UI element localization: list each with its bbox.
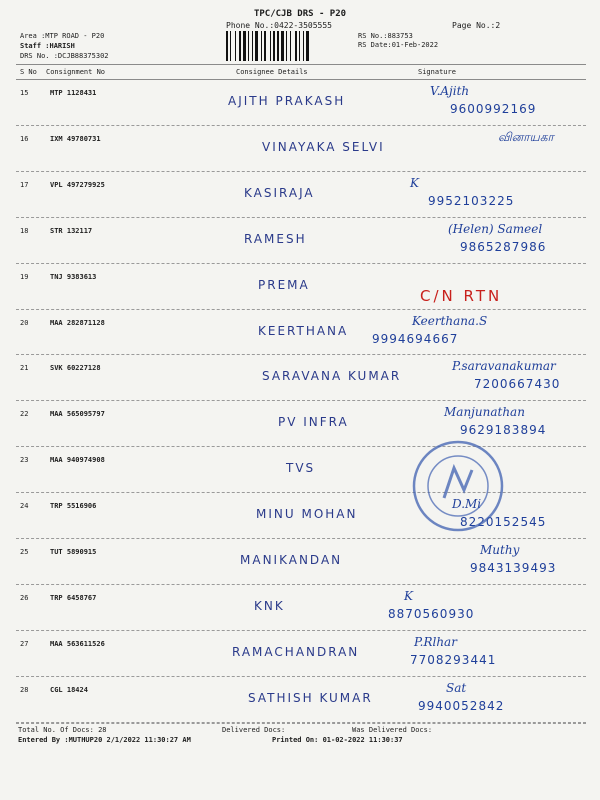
total-docs: Total No. Of Docs: 28	[18, 726, 107, 734]
row-divider	[16, 125, 586, 126]
row-phone: 9843139493	[470, 561, 557, 575]
row-consignment: STR 132117	[50, 226, 93, 235]
row-sno: 16	[20, 134, 29, 143]
row-sno: 24	[20, 502, 29, 511]
row-sno: 15	[20, 89, 29, 97]
row-consignment: MAA 282871128	[50, 318, 105, 327]
row-signature: K	[410, 175, 419, 190]
row-consignment: SVK 60227128	[50, 364, 101, 373]
col-consignee: Consignee Details	[236, 68, 308, 76]
page-title: TPC/CJB DRS - P20	[253, 9, 347, 19]
row-signature: P.saravanakumar	[452, 359, 556, 374]
row-consignment: TNJ 9383613	[50, 272, 97, 281]
drs-number: DRS No. :DCJB88375302	[20, 52, 109, 60]
row-phone: 8870560930	[388, 606, 475, 621]
company-stamp-icon	[410, 438, 506, 534]
row-phone: 9629183894	[460, 423, 547, 438]
row-sno: 20	[20, 318, 29, 327]
row-signature: Manjunathan	[444, 405, 525, 420]
row-sno: 18	[20, 226, 29, 235]
header-rule-top	[16, 64, 586, 65]
phone-number: Phone No.:0422-3505555	[226, 21, 332, 30]
row-sno: 17	[20, 180, 29, 189]
row-phone: 9940052842	[418, 698, 505, 713]
col-sno: S No	[20, 68, 37, 76]
header-rule-bottom	[16, 79, 586, 80]
row-divider	[16, 630, 586, 631]
row-consignee: PV INFRA	[278, 415, 349, 430]
page-number: Page No.:2	[452, 21, 501, 30]
row-consignment: TUT 5890915	[50, 548, 97, 556]
row-phone: 9952103225	[428, 193, 515, 208]
row-consignee: VINAYAKA SELVI	[262, 139, 385, 154]
row-divider	[16, 354, 586, 355]
row-divider	[16, 400, 586, 401]
row-consignee: KEERTHANA	[258, 323, 349, 338]
row-sno: 28	[20, 685, 29, 694]
row-divider	[16, 309, 586, 310]
row-consignee: SATHISH KUMAR	[248, 690, 373, 705]
row-consignee: MANIKANDAN	[240, 553, 343, 567]
not-delivered-docs: Was Delivered Docs:	[352, 726, 433, 734]
row-consignee: MINU MOHAN	[256, 507, 358, 522]
row-sno: 22	[20, 410, 29, 419]
printed-on: Printed On: 01-02-2022 11:30:37	[272, 736, 403, 744]
row-consignee: RAMESH	[244, 231, 307, 246]
row-signature: Muthy	[480, 543, 520, 557]
row-divider	[16, 263, 586, 264]
row-signature: K	[404, 588, 413, 603]
row-signature: வினாயகா	[498, 129, 554, 144]
col-consignment: Consignment No	[46, 68, 106, 76]
row-consignment: TRP 5516906	[50, 502, 97, 511]
row-consignee: KNK	[254, 598, 285, 613]
return-note: C/N RTN	[420, 287, 503, 305]
row-phone: 9994694667	[372, 331, 459, 346]
row-consignee: TVS	[286, 461, 316, 476]
row-signature: (Helen) Sameel	[448, 221, 543, 236]
row-divider	[16, 584, 586, 585]
rs-number: RS No.:883753	[358, 32, 413, 40]
row-consignment: MAA 565095797	[50, 410, 105, 419]
row-sno: 25	[20, 548, 29, 556]
row-signature: V.Ajith	[430, 84, 470, 98]
row-divider	[16, 217, 586, 218]
row-sno: 21	[20, 364, 29, 373]
row-signature: D.Mi	[452, 497, 482, 512]
row-sno: 19	[20, 272, 29, 281]
row-consignee: PREMA	[258, 277, 310, 292]
col-signature: Signature	[418, 68, 456, 76]
row-consignment: MAA 563611526	[50, 639, 105, 648]
row-sno: 27	[20, 639, 29, 648]
footer-rule	[16, 723, 586, 724]
row-phone: 7708293441	[410, 652, 497, 667]
row-divider	[16, 171, 586, 172]
area-label: Area :MTP ROAD - P20	[20, 32, 105, 40]
staff-label: Staff :HARISH	[20, 42, 75, 50]
entered-by: Entered By :MUTHUP20 2/1/2022 11:30:27 AM	[18, 736, 191, 744]
row-phone: 8220152545	[460, 515, 547, 530]
row-consignee: KASIRAJA	[244, 185, 315, 200]
row-consignment: MTP 1128431	[50, 89, 97, 97]
row-signature: Keerthana.S	[412, 313, 488, 328]
row-consignment: VPL 497279925	[50, 180, 105, 189]
barcode	[226, 31, 354, 61]
row-consignee: SARAVANA KUMAR	[262, 369, 402, 384]
row-signature: P.Rlhar	[414, 634, 457, 649]
row-divider	[16, 538, 586, 539]
row-consignee: RAMACHANDRAN	[232, 644, 360, 659]
row-consignment: MAA 940974908	[50, 456, 105, 465]
row-sno: 26	[20, 593, 29, 602]
rs-date: RS Date:01-Feb-2022	[358, 41, 439, 49]
row-signature: Sat	[446, 680, 467, 695]
delivered-docs: Delivered Docs:	[222, 726, 286, 734]
row-consignee: AJITH PRAKASH	[228, 94, 346, 108]
row-phone: 7200667430	[474, 377, 561, 392]
row-sno: 23	[20, 456, 29, 465]
row-consignment: TRP 6458767	[50, 593, 97, 602]
row-consignment: CGL 18424	[50, 685, 88, 694]
row-phone: 9600992169	[450, 102, 537, 116]
row-consignment: IXM 49780731	[50, 134, 101, 143]
row-phone: 9865287986	[460, 239, 547, 254]
row-divider	[16, 676, 586, 677]
